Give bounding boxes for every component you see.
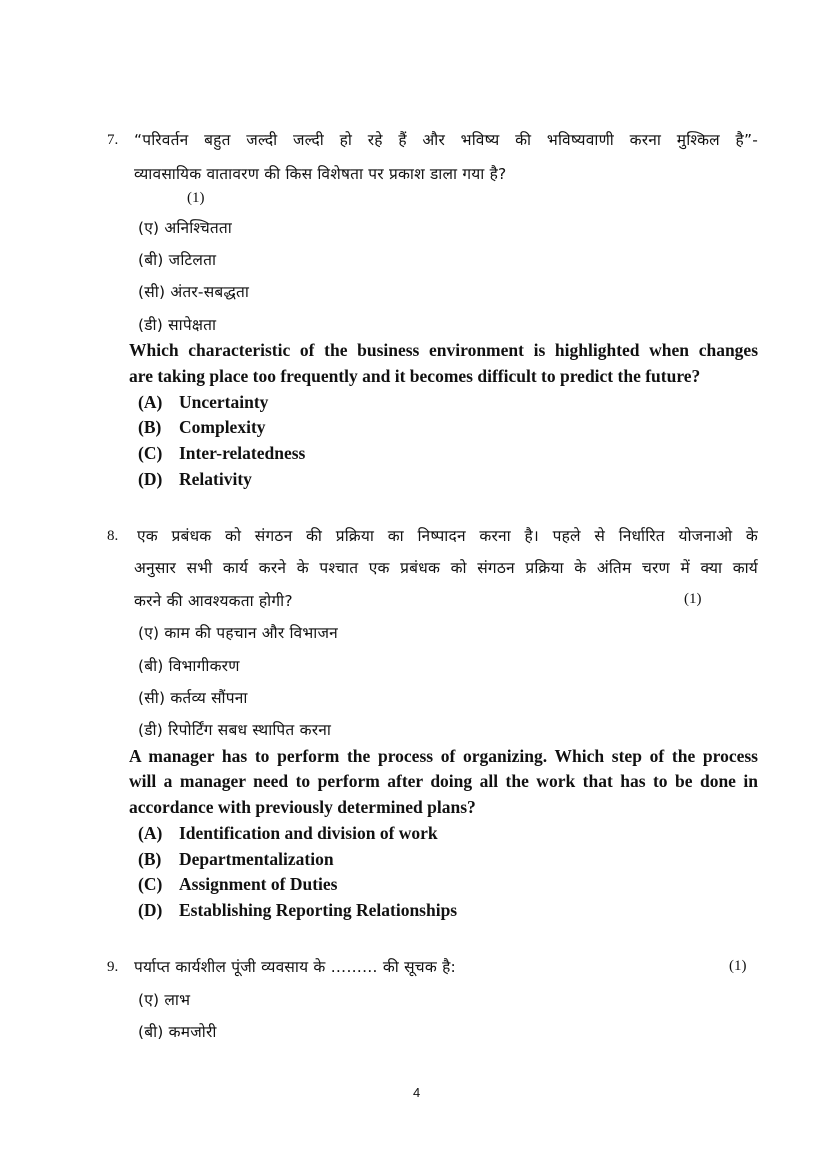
question-number: 8. (107, 528, 119, 544)
option-text: Relativity (179, 469, 252, 489)
marks-label: (1) (187, 190, 205, 206)
english-option (138, 392, 268, 413)
option-label: (C) (138, 874, 163, 894)
question-english-text: Which characteristic of the business environment is highlighted when changes (129, 340, 758, 360)
question-hindi-text: अनुसार सभी कार्य करने के पश्चात एक प्रबंधक को संगठन प्रक्रिया के अंतिम चरण में क्या कार्य (134, 559, 758, 577)
option-text: Establishing Reporting Relationships (179, 900, 458, 920)
option-label: (D) (138, 469, 163, 489)
option-label: (B) (138, 849, 162, 869)
question-hindi-text: एक प्रबंधक को संगठन की प्रक्रिया का निष्पादन करना है। पहले से निर्धारित योजनाओ के (137, 527, 758, 545)
option-text: Complexity (179, 417, 266, 437)
english-option (138, 443, 305, 464)
question-english-text: are taking place too frequently and it becomes difficult to predict the future? (129, 366, 701, 386)
hindi-option: (सी) कर्तव्य सौंपना (138, 689, 248, 707)
option-text: Inter-relatedness (179, 443, 306, 463)
hindi-option: (डी) सापेक्षता (138, 316, 217, 334)
option-text: Identification and division of work (179, 823, 438, 843)
hindi-option: (डी) रिपोर्टिंग सबध स्थापित करना (138, 721, 332, 739)
question-hindi-text: “परिवर्तन बहुत जल्दी जल्दी हो रहे हैं और भविष्य की भविष्यवाणी करना मुश्किल है”- (134, 131, 758, 149)
option-text: Assignment of Duties (179, 874, 338, 894)
english-option (138, 849, 334, 870)
page-number: 4 (413, 1085, 421, 1100)
question-english-text: A manager has to perform the process of organizing. Which step of the process (129, 746, 758, 766)
option-label: (A) (138, 392, 163, 412)
marks-label: (1) (684, 591, 702, 607)
hindi-option: (बी) विभागीकरण (138, 657, 240, 675)
option-text: Uncertainty (179, 392, 269, 412)
hindi-option: (ए) काम की पहचान और विभाजन (138, 624, 338, 642)
english-option (138, 417, 266, 438)
english-option (138, 823, 438, 844)
question-hindi-text: व्यावसायिक वातावरण की किस विशेषता पर प्रकाश डाला गया है? (134, 165, 507, 183)
option-label: (C) (138, 443, 163, 463)
option-label: (B) (138, 417, 162, 437)
english-option (138, 874, 337, 895)
question-english-text: accordance with previously determined plans? (129, 797, 476, 817)
hindi-option: (ए) लाभ (138, 991, 191, 1009)
hindi-option: (ए) अनिश्चितता (138, 219, 232, 237)
english-option (138, 900, 457, 921)
question-number: 9. (107, 959, 119, 975)
hindi-option: (बी) जटिलता (138, 251, 217, 269)
hindi-option: (बी) कमजोरी (138, 1023, 217, 1041)
marks-label: (1) (729, 958, 747, 974)
question-hindi-text: करने की आवश्यकता होगी? (134, 592, 293, 610)
option-label: (D) (138, 900, 163, 920)
question-english-text: will a manager need to perform after doing all the work that has to be done in (129, 771, 758, 791)
option-label: (A) (138, 823, 163, 843)
question-hindi-text: पर्याप्त कार्यशील पूंजी व्यवसाय के ……… की सूचक है: (134, 958, 456, 976)
hindi-option: (सी) अंतर-सबद्धता (138, 283, 250, 301)
english-option (138, 469, 252, 490)
question-number: 7. (107, 132, 119, 148)
option-text: Departmentalization (179, 849, 334, 869)
